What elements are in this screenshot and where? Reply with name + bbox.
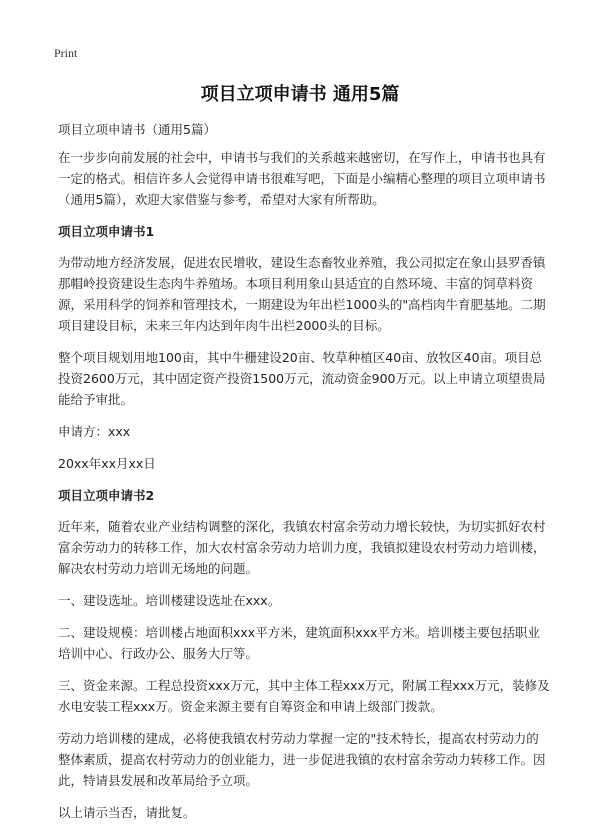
- section-1-applicant: 申请方：xxx: [58, 424, 131, 439]
- section-2-item-2: 二、建设规模：培训楼占地面积xxx平方米，建筑面积xxx平方米。培训楼主要包括职业培训中心、行政办公、服务大厅等。: [58, 625, 540, 661]
- page-title: 项目立项申请书 通用5篇: [200, 84, 400, 105]
- section-1-paragraph-1: 为带动地方经济发展，促进农民增收，建设生态畜牧业养殖，我公司拟定在象山县罗香镇那帽岭投资建设生态肉牛养殖场。本项目利用象山县适宜的自然环境、丰富的饲草料资源，采用科学的饲养和管理技术，一期建设为年出栏1000头的"高档肉牛育肥基地。二期项目建设目标，未来三年内达到年肉牛出栏2000头的目标。: [58, 255, 546, 333]
- document-body: [58, 119, 550, 834]
- section-2-paragraph-2: 劳动力培训楼的建成，必将使我镇农村劳动力掌握一定的"技术特长，提高农村劳动力的整体素质，提高农村劳动力的创业能力，进一步促进我镇的农村富余劳动力转移工作。因此，特请县发展和改革局给予立项。: [58, 731, 546, 788]
- print-link[interactable]: Print: [54, 46, 78, 60]
- intro-paragraph: 在一步步向前发展的社会中，申请书与我们的关系越来越密切，在写作上，申请书也具有一定的格式。相信许多人会觉得申请书很难写吧，下面是小编精心整理的项目立项申请书（通用5篇），欢迎大家借鉴与参考，希望对大家有所帮助。: [58, 150, 546, 207]
- subtitle: 项目立项申请书（通用5篇）: [58, 122, 216, 137]
- section-1-paragraph-2: 整个项目规划用地100亩，其中牛栅建设20亩、牧草种植区40亩、放牧区40亩。项目总投资2600万元，其中固定资产投资1500万元，流动资金900万元。以上申请立项望贵局能给予审批。: [58, 350, 546, 407]
- section-2-heading: 项目立项申请书2: [58, 488, 155, 503]
- section-1-heading: 项目立项申请书1: [58, 224, 155, 239]
- section-2-closing: 以上请示当否，请批复。: [58, 805, 196, 820]
- section-2-item-1: 一、建设选址。培训楼建设选址在xxx。: [58, 593, 281, 608]
- section-1-date: 20xx年xx月xx日: [58, 456, 156, 471]
- section-2-item-3: 三、资金来源。工程总投资xxx万元，其中主体工程xxx万元，附属工程xxx万元，装修及水电安装工程xxx万。资金来源主要有自筹资金和申请上级部门拨款。: [58, 678, 550, 714]
- section-2-paragraph-1: 近年来，随着农业产业结构调整的深化，我镇农村富余劳动力增长较快，为切实抓好农村富余劳动力的转移工作，加大农村富余劳动力培训力度，我镇拟建设农村劳动力培训楼，解决农村劳动力培训无场地的问题。: [58, 519, 546, 576]
